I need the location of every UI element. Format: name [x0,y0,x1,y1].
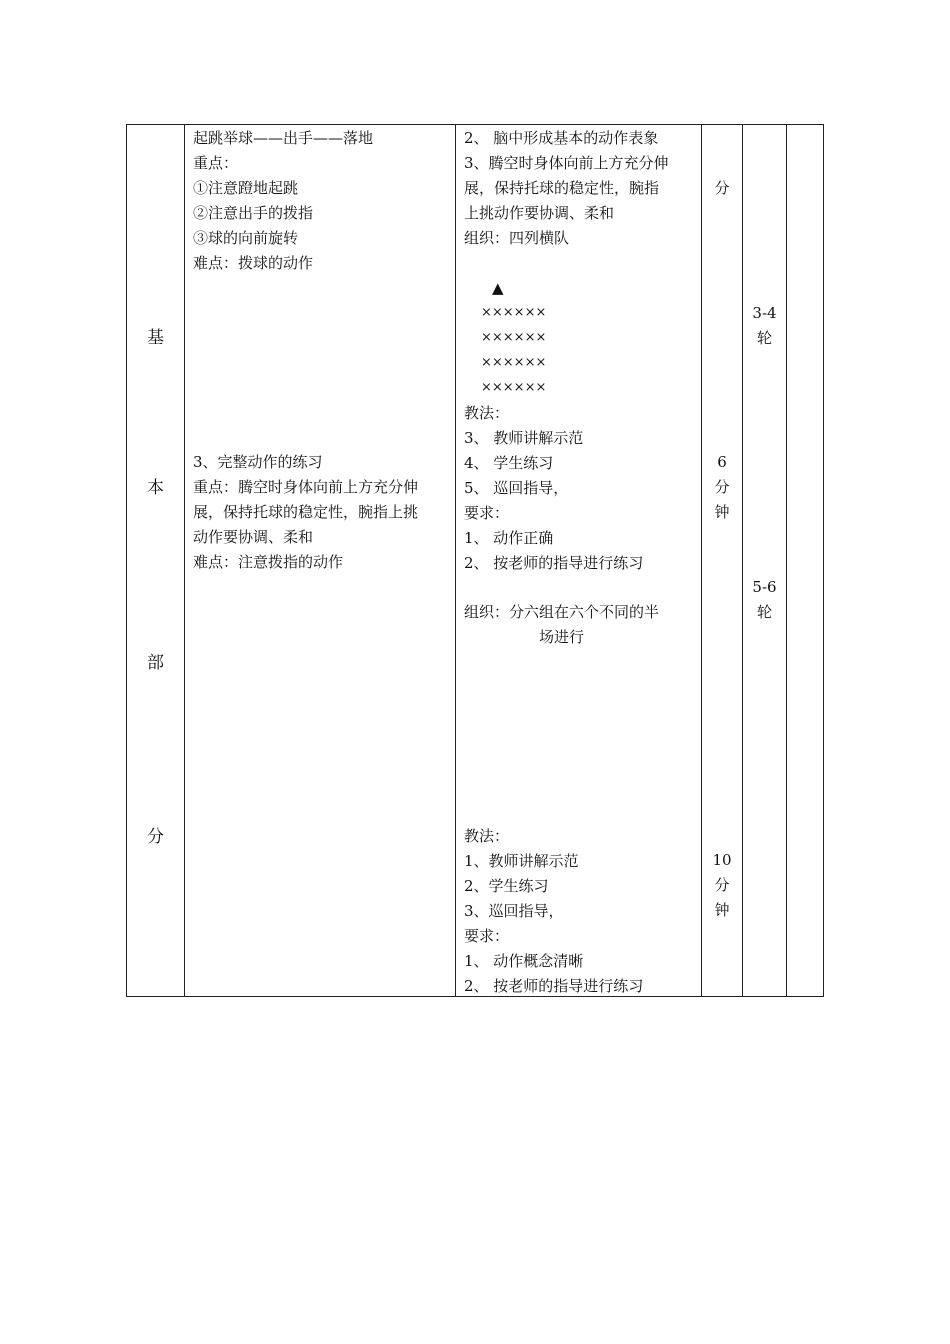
organization-line: 组织：分六组在六个不同的半 [464,603,660,621]
content-line: 3、完整动作的练习 [193,453,323,471]
content-line: ②注意出手的拨指 [193,204,314,222]
rounds-text: 3-4 [752,304,777,322]
time-cell-3 [702,848,742,923]
method-block-1 [464,126,669,251]
method-line: 组织：四列横队 [464,229,570,247]
time-text: 钟 [714,503,730,521]
organization-line: 场进行 [539,628,585,646]
method-line: 3、巡回指导， [464,902,564,920]
content-line: 重点： [193,154,239,172]
column-divider [184,125,185,996]
method-line: 要求： [464,504,510,522]
method-line: 教法： [464,827,510,845]
formation-row: ×××××× [481,355,547,370]
method-line: 1、 动作概念清晰 [464,952,584,970]
time-text: 钟 [714,901,730,919]
time-cell-2 [702,450,742,525]
method-line: 2、 脑中形成基本的动作表象 [464,129,659,147]
lesson-table [126,124,824,997]
content-line: 起跳举球——出手——落地 [193,129,374,147]
content-line: 难点：拨球的动作 [193,254,314,272]
rounds-text: 轮 [756,329,772,347]
method-line: 1、 动作正确 [464,529,554,547]
time-text: 10 [712,851,732,869]
time-text: 分 [714,876,730,894]
formation-row: ×××××× [481,330,547,345]
rounds-text: 轮 [756,603,772,621]
rounds-cell-2 [743,575,786,625]
method-block-2 [464,401,643,576]
method-line: 4、 学生练习 [464,454,554,472]
formation-row: ×××××× [481,380,547,395]
method-line: 3、 教师讲解示范 [464,429,584,447]
time-text: 6 [717,453,727,471]
column-divider [455,125,456,996]
section-label-char: 基 [147,328,164,348]
method-line: 要求： [464,927,510,945]
formation-diagram [481,300,546,400]
method-line: 3、腾空时身体向前上方充分伸 [464,154,669,172]
section-label-char: 部 [147,653,164,673]
method-line: 2、 按老师的指导进行练习 [464,977,644,995]
content-line: ③球的向前旋转 [193,229,299,247]
column-divider [742,125,743,996]
content-block-2 [193,450,418,575]
content-block-1 [193,126,373,276]
section-label-char: 分 [147,827,164,847]
time-text: 分 [714,179,730,197]
method-line: 2、学生练习 [464,877,549,895]
content-line: ①注意蹬地起跳 [193,179,299,197]
rounds-cell-1 [743,301,786,351]
content-line: 展，保持托球的稳定性，腕指上挑 [193,503,419,521]
method-block-3 [464,824,643,999]
method-line: 教法： [464,404,510,422]
content-line: 动作要协调、柔和 [193,528,314,546]
column-divider [786,125,787,996]
method-line: 展，保持托球的稳定性，腕指 [464,179,660,197]
teacher-marker: ▲ [492,279,504,297]
method-line: 上挑动作要协调、柔和 [464,204,615,222]
method-line: 2、 按老师的指导进行练习 [464,554,644,572]
method-line: 5、 巡回指导， [464,479,569,497]
method-line: 1、教师讲解示范 [464,852,579,870]
rounds-text: 5-6 [752,578,777,596]
time-text: 分 [714,478,730,496]
formation-row: ×××××× [481,305,547,320]
section-label-char: 本 [147,478,164,498]
time-cell-1 [702,176,742,201]
content-line: 重点：腾空时身体向前上方充分伸 [193,478,419,496]
content-line: 难点：注意拨指的动作 [193,553,344,571]
